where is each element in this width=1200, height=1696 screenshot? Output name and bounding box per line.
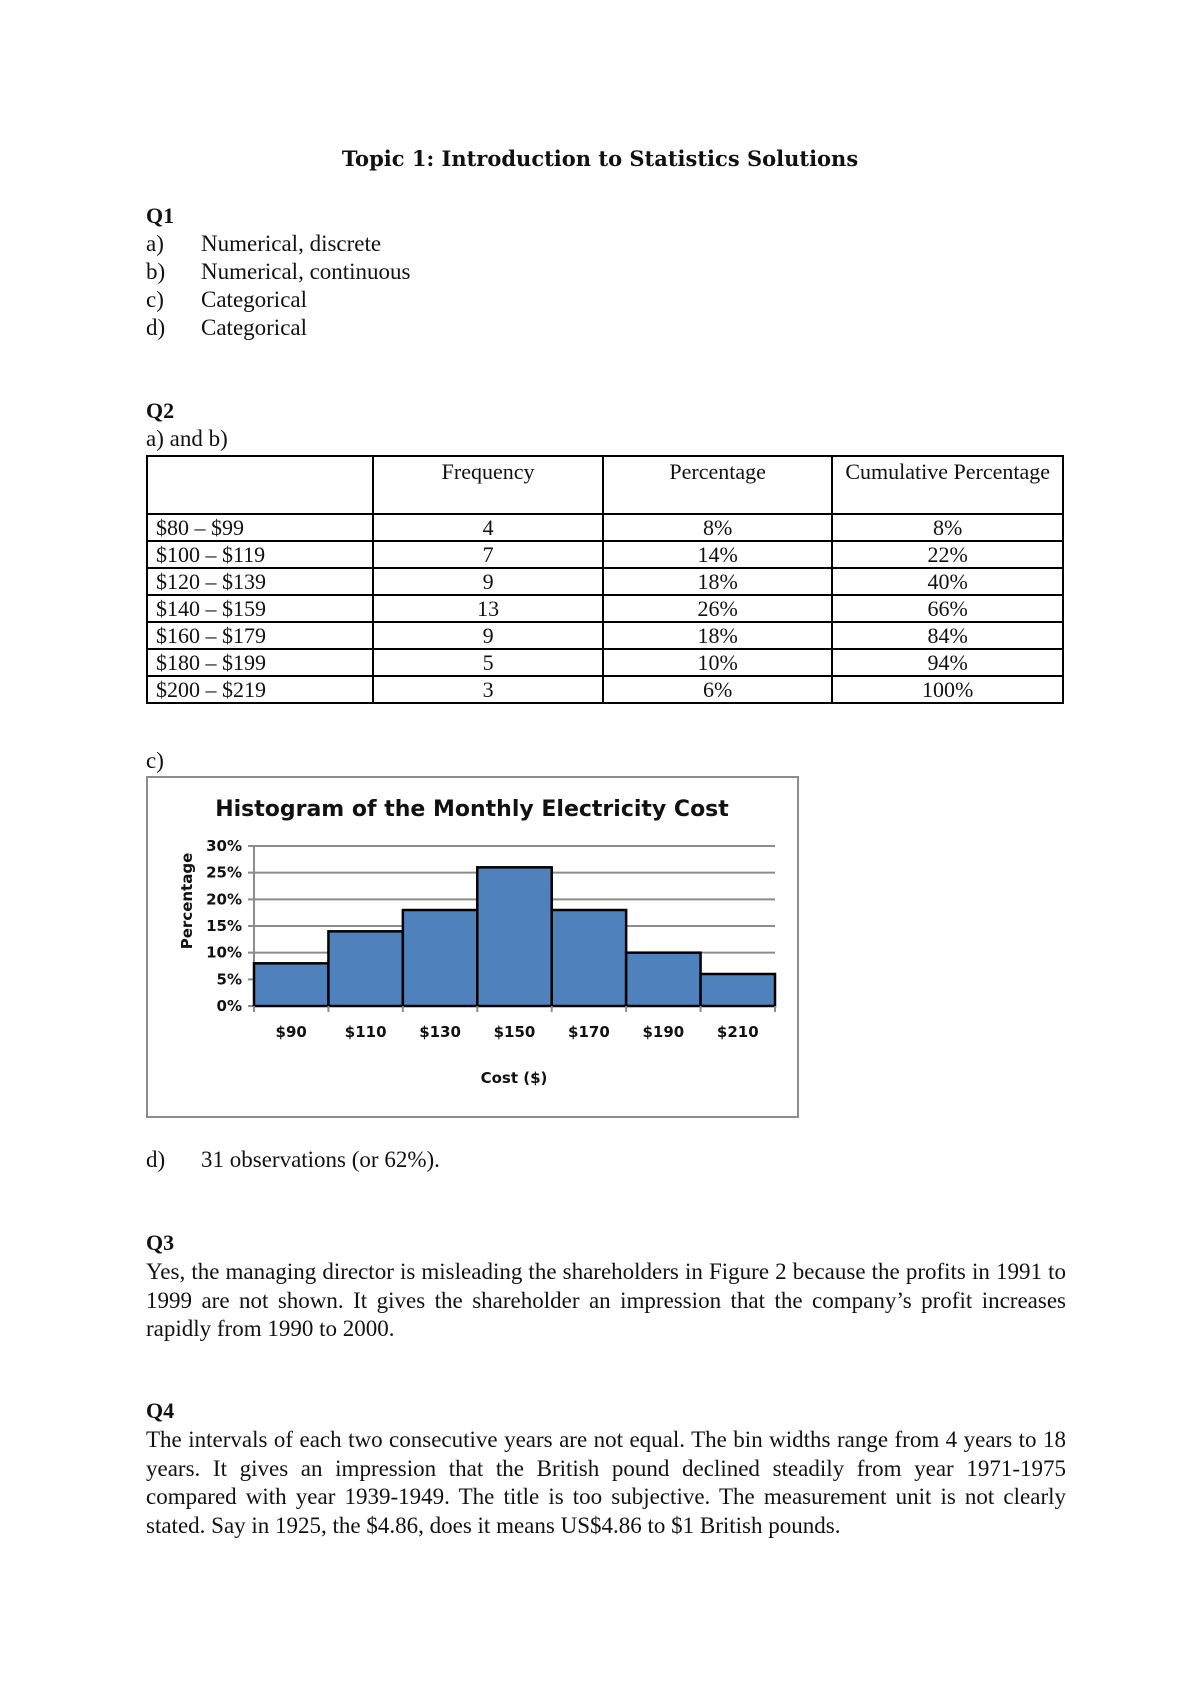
table-header-cell bbox=[147, 456, 373, 514]
page-title: Topic 1: Introduction to Statistics Solutions bbox=[341, 146, 859, 171]
table-row bbox=[147, 622, 1063, 649]
chart-x-tick-label: $110 bbox=[344, 1023, 387, 1041]
chart-x-tick-label: $190 bbox=[642, 1023, 685, 1041]
q4-heading: Q4 bbox=[146, 1398, 175, 1423]
chart-bar bbox=[626, 953, 700, 1006]
chart-bar bbox=[701, 974, 775, 1006]
chart-y-tick-label: 30% bbox=[206, 837, 242, 855]
chart-bar bbox=[328, 931, 402, 1006]
chart-bars bbox=[254, 867, 775, 1006]
q1-item-d-label: d) bbox=[146, 315, 166, 340]
table-cell: $120 – $139 bbox=[147, 568, 373, 595]
chart-x-ticks bbox=[254, 1006, 775, 1041]
chart-y-tick-label: 15% bbox=[206, 917, 242, 935]
table-cell: $140 – $159 bbox=[147, 595, 373, 622]
histogram-chart bbox=[146, 776, 799, 1118]
table-row bbox=[147, 595, 1063, 622]
q1-item-b bbox=[146, 259, 411, 285]
table-row bbox=[147, 568, 1063, 595]
table-cell: 9 bbox=[373, 622, 603, 649]
q1-item-b-text: Numerical, continuous bbox=[201, 259, 411, 284]
q2-item-d bbox=[146, 1147, 440, 1173]
table-cell: 8% bbox=[603, 514, 833, 541]
chart-y-tick-label: 25% bbox=[206, 863, 242, 882]
q1-item-a-text: Numerical, discrete bbox=[201, 231, 382, 256]
q1-item-a bbox=[146, 231, 381, 257]
chart-bar bbox=[477, 867, 551, 1006]
chart-title: Histogram of the Monthly Electricity Cost bbox=[215, 797, 729, 822]
table-cell: 18% bbox=[603, 568, 833, 595]
q1-item-c-label: c) bbox=[146, 287, 164, 312]
q2-sub-ab: a) and b) bbox=[146, 426, 228, 451]
chart-bar bbox=[254, 963, 328, 1006]
table-cell: 66% bbox=[832, 595, 1063, 622]
chart-x-tick-label: $170 bbox=[568, 1023, 610, 1041]
table-cell: 13 bbox=[373, 595, 603, 622]
q1-heading: Q1 bbox=[146, 203, 175, 228]
chart-y-tick-label: 10% bbox=[206, 943, 242, 962]
table-cell: 3 bbox=[373, 676, 603, 703]
table-row bbox=[147, 649, 1063, 676]
chart-bar bbox=[403, 910, 477, 1006]
q1-item-a-label: a) bbox=[146, 231, 164, 256]
chart-bar bbox=[552, 910, 626, 1006]
table-cell: 18% bbox=[603, 622, 833, 649]
chart-x-tick-label: $150 bbox=[493, 1023, 536, 1041]
table-cell: 100% bbox=[832, 676, 1063, 703]
chart-x-axis-label: Cost ($) bbox=[480, 1069, 548, 1087]
table-cell: $200 – $219 bbox=[147, 676, 373, 703]
table-cell: 7 bbox=[373, 541, 603, 568]
q2-item-d-text: 31 observations (or 62%). bbox=[201, 1147, 440, 1172]
frequency-table bbox=[146, 455, 1064, 704]
q4-answer: The intervals of each two consecutive years are not equal. The bin widths range from 4 years to 18 years. It gives an impression that the British pound declined steadily from year 1971-1975 compared with year 1939-1949. The title is too subjective. The measurement unit is not clearly stated. Say in 1925, the $4.86, does it means US$4.86 to $1 British pounds. bbox=[146, 1427, 1066, 1538]
table-cell: $160 – $179 bbox=[147, 622, 373, 649]
q2-item-d-label: d) bbox=[146, 1147, 166, 1172]
chart-y-axis-label: Percentage bbox=[178, 852, 196, 950]
table-cell: 40% bbox=[832, 568, 1063, 595]
q3-answer: Yes, the managing director is misleading the shareholders in Figure 2 because the profits in 1991 to 1999 are not shown. It gives the shareholder an impression that the company’s profit increases rapidly from 1990 to 2000. bbox=[146, 1259, 1066, 1341]
table-row bbox=[147, 514, 1063, 541]
table-header-row bbox=[147, 456, 1063, 514]
table-cell: 26% bbox=[603, 595, 833, 622]
table-cell: 84% bbox=[832, 622, 1063, 649]
q1-item-c-text: Categorical bbox=[201, 287, 308, 312]
q2-heading: Q2 bbox=[146, 398, 175, 423]
table-header-cell: Cumulative Percentage bbox=[832, 456, 1063, 514]
table-cell: 6% bbox=[603, 676, 833, 703]
table-row bbox=[147, 676, 1063, 703]
q3-heading: Q3 bbox=[146, 1230, 175, 1255]
chart-x-tick-label: $130 bbox=[419, 1023, 461, 1041]
table-cell: $80 – $99 bbox=[147, 514, 373, 541]
table-cell: $100 – $119 bbox=[147, 541, 373, 568]
table-cell: 10% bbox=[603, 649, 833, 676]
chart-y-tick-label: 5% bbox=[216, 970, 242, 989]
table-cell: 22% bbox=[832, 541, 1063, 568]
table-header-cell: Percentage bbox=[603, 456, 833, 514]
table-cell: 14% bbox=[603, 541, 833, 568]
chart-y-ticks bbox=[206, 837, 242, 1015]
table-header-cell: Frequency bbox=[373, 456, 603, 514]
table-cell: 8% bbox=[832, 514, 1063, 541]
chart-y-tick-label: 20% bbox=[206, 890, 242, 909]
table-cell: 94% bbox=[832, 649, 1063, 676]
table-row bbox=[147, 541, 1063, 568]
chart-x-tick-label: $210 bbox=[716, 1023, 759, 1041]
table-cell: 5 bbox=[373, 649, 603, 676]
chart-x-tick-label: $90 bbox=[275, 1023, 307, 1041]
q1-item-b-label: b) bbox=[146, 259, 166, 284]
table-cell: 4 bbox=[373, 514, 603, 541]
table-cell: 9 bbox=[373, 568, 603, 595]
q1-item-d-text: Categorical bbox=[201, 315, 308, 340]
q2-sub-c: c) bbox=[146, 748, 164, 773]
q1-item-c bbox=[146, 287, 307, 313]
histogram-svg bbox=[148, 778, 797, 1116]
q1-item-d bbox=[146, 315, 307, 341]
chart-y-tick-label: 0% bbox=[216, 997, 242, 1015]
table-cell: $180 – $199 bbox=[147, 649, 373, 676]
